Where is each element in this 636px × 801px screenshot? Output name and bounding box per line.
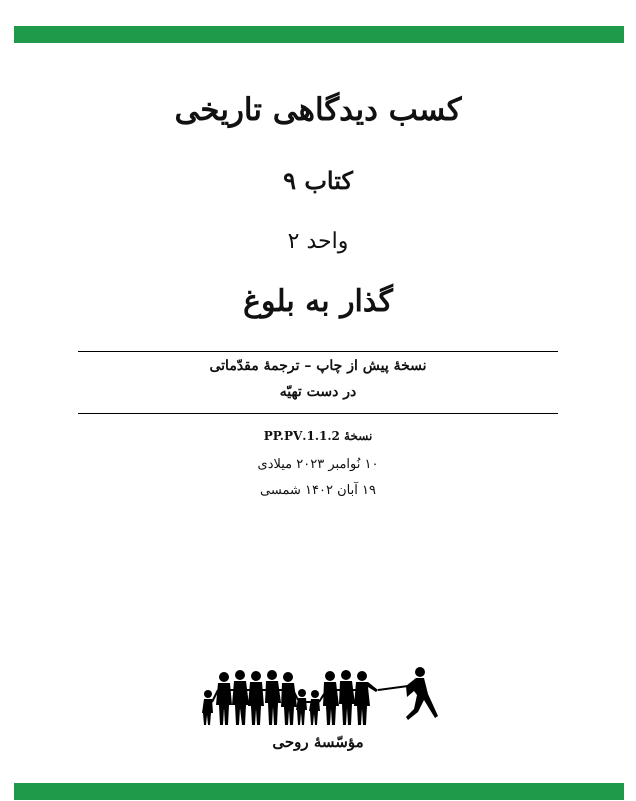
publisher-name: مؤسّسهٔ روحی (272, 733, 364, 751)
unit-subtitle: گذار به بلوغ (243, 284, 393, 319)
bottom-divider (78, 413, 558, 414)
book-number: کتاب ۹ (283, 166, 353, 195)
document-title: کسب دیدگاهی تاریخی (174, 92, 462, 128)
solar-date: ۱۹ آبان ۱۴۰۲ شمسی (260, 483, 376, 498)
version-label: نسخهٔ 1.1.2.PP.PV (263, 429, 373, 443)
top-green-bar (14, 26, 624, 43)
preparation-note: در دست تهیّه (279, 384, 357, 400)
bottom-green-bar (14, 783, 624, 800)
gregorian-date: ۱۰ نُوامبر ۲۰۲۳ میلادی (257, 457, 379, 472)
top-divider (78, 351, 558, 352)
unit-number: واحد ۲ (287, 229, 349, 254)
edition-note: نسخهٔ پیش از چاپ – ترجمهٔ مقدّماتی (209, 358, 427, 374)
people-chain-icon (198, 664, 444, 726)
